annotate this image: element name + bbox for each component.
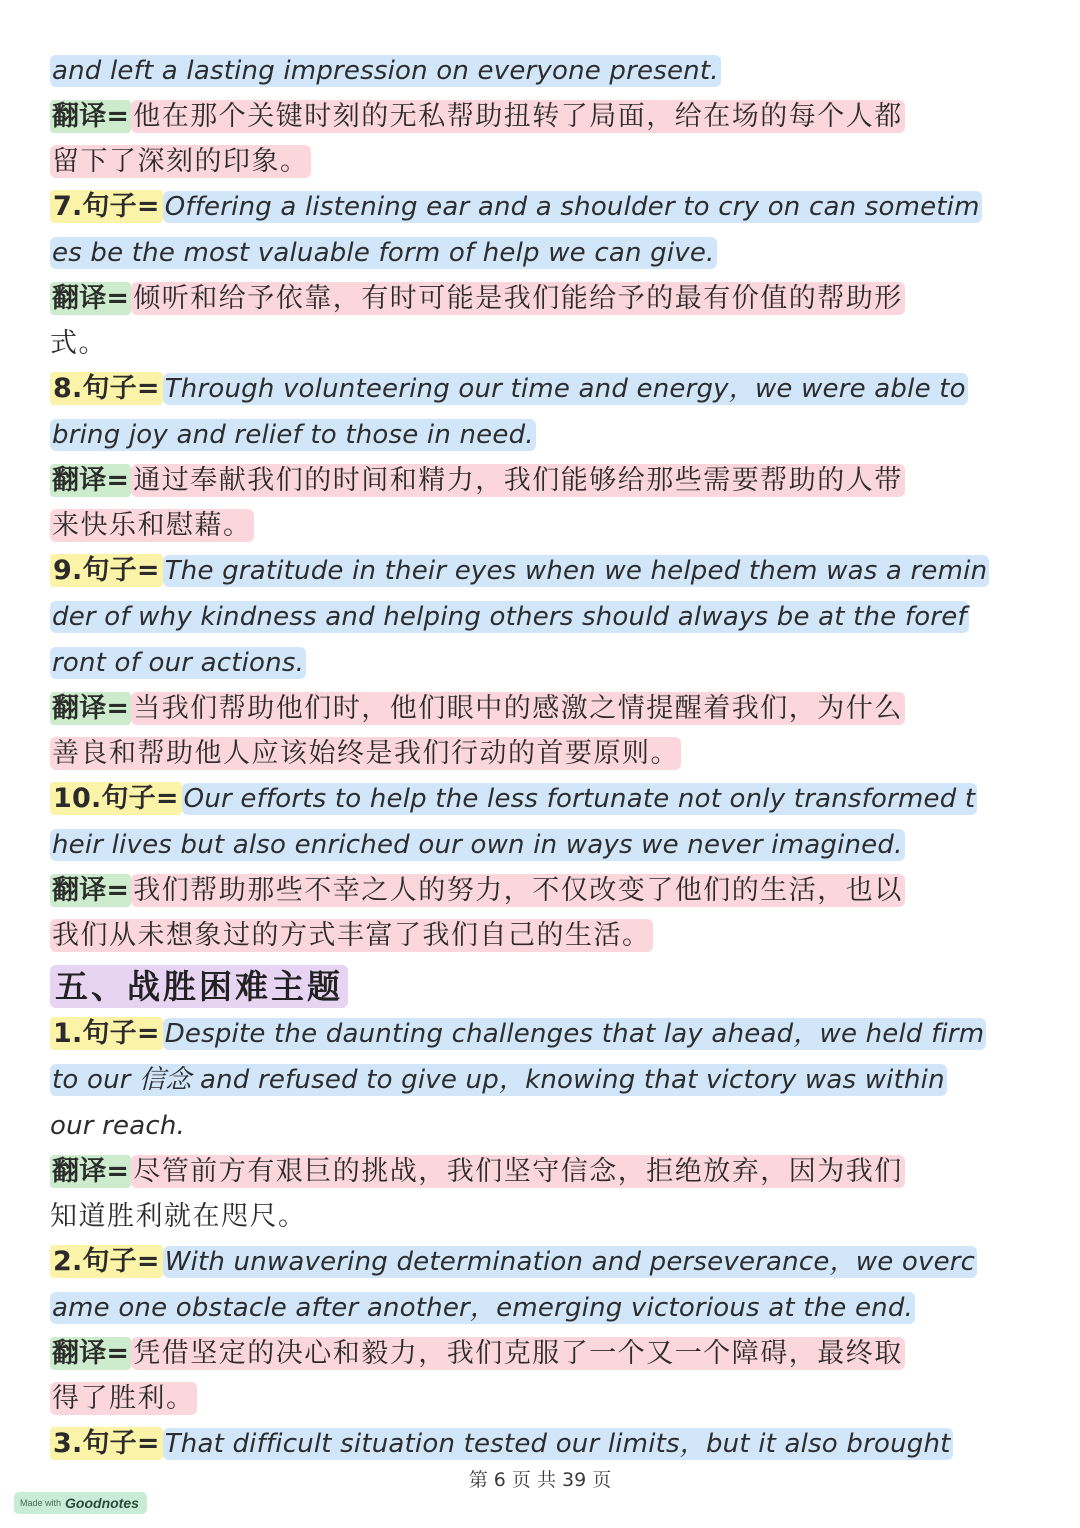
- label-translation: 翻译=: [52, 101, 130, 132]
- sentence-line: [50, 1421, 1030, 1467]
- line-18-text: heir lives but also enriched our own in ways we never imagined.: [52, 830, 903, 860]
- line-6-text: 倾听和给予依靠，有时可能是我们能给予的最有价值的帮助形: [133, 283, 903, 314]
- translation-line: [50, 1331, 1030, 1376]
- line-8-text: Through volunteering our time and energy，we were able to: [164, 374, 966, 404]
- line-14-text: ront of our actions.: [52, 648, 305, 678]
- translation-line: [50, 139, 1030, 184]
- line-11-text: 来快乐和慰藉。: [52, 510, 252, 541]
- page-number: 第 6 页 共 39 页: [468, 1469, 612, 1491]
- document-body: [50, 48, 1030, 1467]
- translation-line: [50, 321, 1030, 366]
- line-2-text: 他在那个关键时刻的无私帮助扭转了局面，给在场的每个人都: [133, 101, 903, 132]
- sentence-line: [50, 594, 1030, 640]
- sentence-line: [50, 1239, 1030, 1285]
- line-15-text: 当我们帮助他们时，他们眼中的感激之情提醒着我们，为什么: [133, 693, 903, 724]
- line-24-text: our reach.: [50, 1111, 185, 1141]
- line-26-text: 知道胜利就在咫尺。: [50, 1201, 307, 1232]
- label-translation: 翻译=: [52, 283, 130, 314]
- label-translation: 翻译=: [52, 465, 130, 496]
- sentence-line: [50, 1103, 1030, 1149]
- line-7-text: 式。: [50, 328, 107, 359]
- section-heading: [50, 964, 1030, 1009]
- translation-line: [50, 1194, 1030, 1239]
- translation-line: [50, 1376, 1030, 1421]
- sentence-line: [50, 640, 1030, 686]
- goodnotes-watermark: [14, 1492, 147, 1514]
- sentence-line: [50, 1057, 1030, 1103]
- line-5-text: es be the most valuable form of help we can give.: [52, 238, 715, 268]
- sentence-line: [50, 230, 1030, 276]
- translation-line: [50, 731, 1030, 776]
- line-29-text: 凭借坚定的决心和毅力，我们克服了一个又一个障碍，最终取: [133, 1338, 903, 1369]
- line-4-text: Offering a listening ear and a shoulder to cry on can sometim: [164, 192, 980, 222]
- section-heading-text: 五、战胜困难主题: [50, 965, 348, 1008]
- sentence-line: [50, 776, 1030, 822]
- watermark-made-with: Made with: [20, 1498, 62, 1508]
- label-sentence-7: 7.句子=: [50, 190, 163, 223]
- line-3-text: 留下了深刻的印象。: [52, 146, 309, 177]
- sentence-line: [50, 412, 1030, 458]
- label-translation: 翻译=: [52, 1338, 130, 1369]
- line-19-text: 我们帮助那些不幸之人的努力，不仅改变了他们的生活，也以: [133, 875, 903, 906]
- line-10-text: 通过奉献我们的时间和精力，我们能够给那些需要帮助的人带: [133, 465, 903, 496]
- sentence-line: [50, 822, 1030, 868]
- sentence-line: [50, 366, 1030, 412]
- translation-line: [50, 868, 1030, 913]
- sentence-line: [50, 548, 1030, 594]
- label-translation: 翻译=: [52, 693, 130, 724]
- line-13-text: der of why kindness and helping others should always be at the foref: [52, 602, 967, 632]
- sentence-line: [50, 1285, 1030, 1331]
- text-line: [50, 48, 1030, 94]
- translation-line: [50, 276, 1030, 321]
- label-sentence-1: 1.句子=: [50, 1017, 163, 1050]
- line-1-text: and left a lasting impression on everyone present.: [52, 56, 719, 86]
- translation-line: [50, 94, 1030, 139]
- label-sentence-2: 2.句子=: [50, 1245, 163, 1278]
- line-30-text: 得了胜利。: [52, 1383, 195, 1414]
- translation-line: [50, 458, 1030, 503]
- label-sentence-3: 3.句子=: [50, 1427, 163, 1460]
- line-17-text: Our efforts to help the less fortunate not only transformed t: [183, 784, 976, 814]
- line-25-text: 尽管前方有艰巨的挑战，我们坚守信念，拒绝放弃，因为我们: [133, 1156, 903, 1187]
- translation-line: [50, 913, 1030, 958]
- label-sentence-8: 8.句子=: [50, 372, 163, 405]
- watermark-brand: Goodnotes: [65, 1495, 139, 1511]
- label-sentence-9: 9.句子=: [50, 554, 163, 587]
- line-23-text: to our 信念 and refused to give up，knowing that victory was within: [52, 1065, 945, 1095]
- label-translation: 翻译=: [52, 875, 130, 906]
- label-sentence-10: 10.句子=: [50, 782, 182, 815]
- line-12-text: The gratitude in their eyes when we helped them was a remin: [164, 556, 988, 586]
- sentence-line: [50, 1011, 1030, 1057]
- translation-line: [50, 503, 1030, 548]
- line-9-text: bring joy and relief to those in need.: [52, 420, 534, 450]
- line-20-text: 我们从未想象过的方式丰富了我们自己的生活。: [52, 920, 651, 951]
- line-31-text: That difficult situation tested our limits，but it also brought: [164, 1429, 951, 1459]
- translation-line: [50, 686, 1030, 731]
- line-16-text: 善良和帮助他人应该始终是我们行动的首要原则。: [52, 738, 679, 769]
- line-27-text: With unwavering determination and perseverance，we overc: [164, 1247, 976, 1277]
- sentence-line: [50, 184, 1030, 230]
- translation-line: [50, 1149, 1030, 1194]
- line-28-text: ame one obstacle after another，emerging victorious at the end.: [52, 1293, 914, 1323]
- label-translation: 翻译=: [52, 1156, 130, 1187]
- line-22-text: Despite the daunting challenges that lay ahead，we held firm: [164, 1019, 985, 1049]
